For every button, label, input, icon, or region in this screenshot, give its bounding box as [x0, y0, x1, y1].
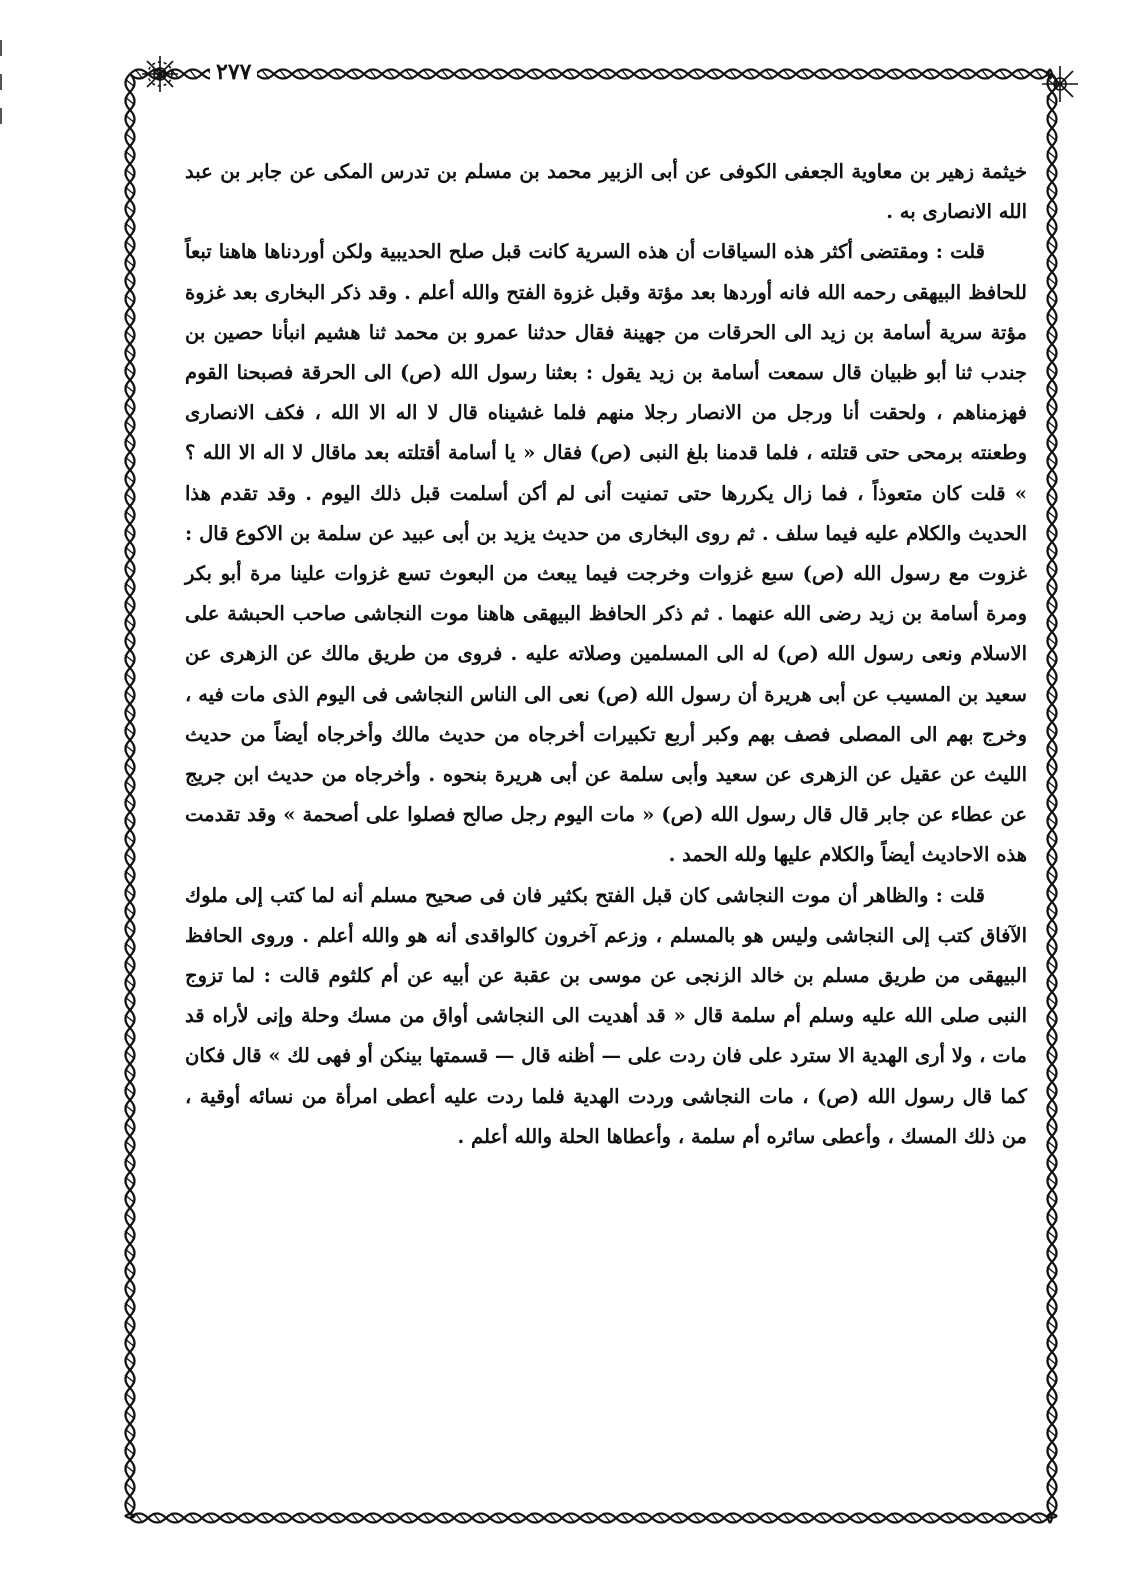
- scan-margin-marks: [0, 40, 6, 140]
- corner-flourish-icon: [1040, 64, 1080, 104]
- text-paragraph: قلت : والظاهر أن موت النجاشى كان قبل الفتح بكثير فان فى صحيح مسلم أنه لما كتب إلى ملوك الآفاق كتب إلى النجاشى وليس هو بالمسلم ، وزعم آخرون كالواقدى أنه هو والله أعلم . وروى الحافظ البيهقى من طريق مسلم بن خالد الزنجى عن موسى بن عقبة عن أبيه عن أم كلثوم قالت : لما تزوج النبى صلى الله عليه وسلم أم سلمة قال « قد أهديت الى النجاشى أواق من مسك وحلة وإنى لأراه قد مات ، ولا أرى الهدية الا سترد على فان ردت على — أظنه قال — قسمتها بينكن أو فهى لك » قال فكان كما قال رسول الله (ص) ، مات النجاشى وردت الهدية فلما ردت عليه أعطى امرأة من نسائه أوقية ، من ذلك المسك ، وأعطى سائره أم سلمة ، وأعطاها الحلة والله أعلم .: [185, 883, 1027, 1148]
- page-number: ٢٧٧: [210, 60, 257, 84]
- main-text: [185, 152, 1027, 1157]
- text-paragraph: قلت : ومقتضى أكثر هذه السياقات أن هذه السرية كانت قبل صلح الحديبية ولكن أوردناها هاهنا تبعاً للحافظ البيهقى رحمه الله فانه أوردها بعد مؤتة وقبل غزوة الفتح والله أعلم . وقد ذكر البخارى بعد غزوة مؤتة سرية أسامة بن زيد الى الحرقات من جهينة فقال حدثنا عمرو بن محمد ثنا هشيم انبأنا حصين بن جندب ثنا أبو ظبيان قال سمعت أسامة بن زيد يقول : بعثنا رسول الله (ص) الى الحرقة فصبحنا القوم فهزمناهم ، ولحقت أنا ورجل من الانصار رجلا منهم فلما غشيناه قال لا اله الا الله ، فكف الانصارى وطعنته برمحى حتى قتلته ، فلما قدمنا بلغ النبى (ص) فقال « يا أسامة أقتلته بعد ماقال لا اله الا الله ؟ » قلت كان متعوذاً ، فما زال يكررها حتى تمنيت أنى لم أكن أسلمت قبل ذلك اليوم . وقد تقدم هذا الحديث والكلام عليه فيما سلف . ثم روى البخارى من حديث يزيد بن أبى عبيد عن سلمة بن الاكوع قال : غزوت مع رسول الله (ص) سبع غزوات وخرجت فيما يبعث من البعوث تسع غزوات علينا مرة أبو بكر ومرة أسامة بن زيد رضى الله عنهما . ثم ذكر الحافظ البيهقى هاهنا موت النجاشى صاحب الحبشة على الاسلام ونعى رسول الله (ص) له الى المسلمين وصلاته عليه . فروى من طريق مالك عن الزهرى عن سعيد بن المسيب عن أبى هريرة أن رسول الله (ص) نعى الى الناس النجاشى فى اليوم الذى مات فيه ، وخرج بهم الى المصلى فصف بهم وكبر أربع تكبيرات أخرجاه من حديث مالك وأخرجاه أيضاً من حديث الليث عن عقيل عن الزهرى عن سعيد وأبى سلمة عن أبى هريرة بنحوه . وأخرجاه من حديث ابن جريج عن عطاء عن جابر قال قال رسول الله (ص) « مات اليوم رجل صالح فصلوا على أصحمة » وقد تقدمت هذه الاحاديث أيضاً والكلام عليها ولله الحمد .: [185, 240, 1027, 867]
- corner-flourish-icon: [140, 54, 180, 94]
- text-paragraph: خيثمة زهير بن معاوية الجعفى الكوفى عن أبى الزبير محمد بن مسلم بن تدرس المكى عن جابر بن عبد الله الانصارى به .: [185, 160, 1027, 224]
